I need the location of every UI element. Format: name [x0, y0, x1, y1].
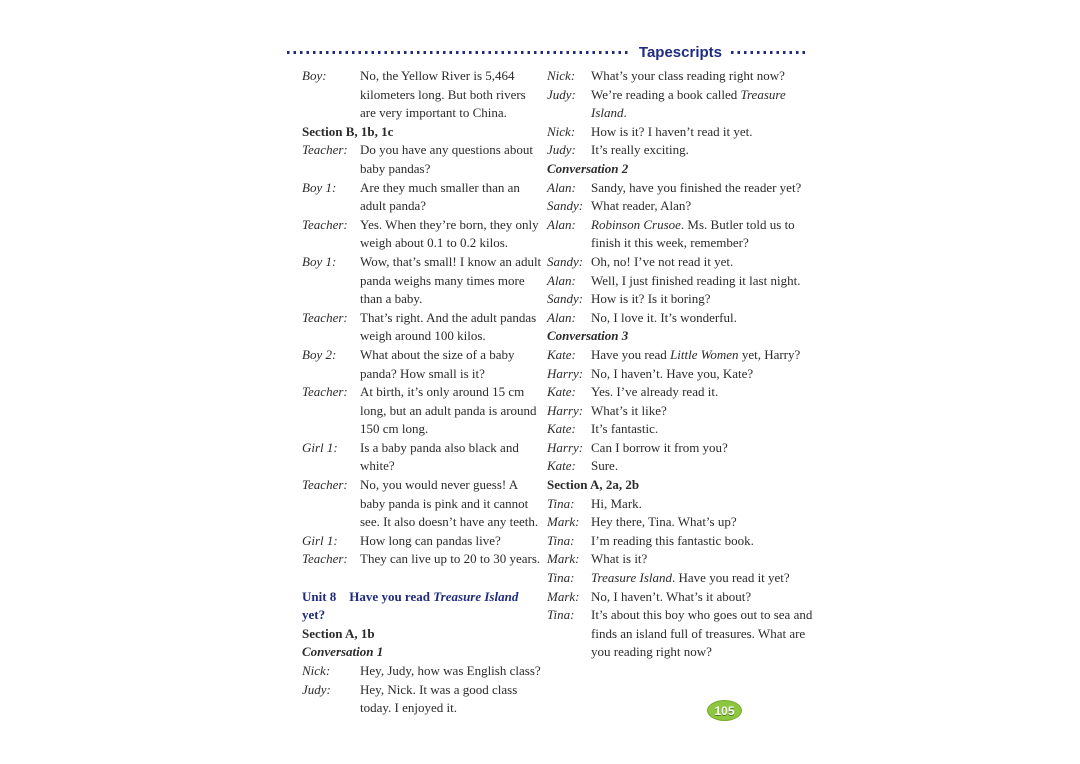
text-segment: No, I haven’t. What’s it about?	[591, 588, 752, 604]
text-segment: . Have you read it yet?	[672, 570, 790, 586]
text-segment: What’s your class reading right now?	[591, 68, 785, 83]
utterance-text	[591, 347, 800, 362]
conversation-heading: Conversation 1	[302, 644, 384, 660]
page-title: Tapescripts	[638, 43, 722, 61]
speaker-label: Nick:	[302, 663, 331, 678]
utterance-text	[591, 570, 790, 585]
dialogue-line	[547, 588, 813, 607]
speaker-label: Kate:	[547, 384, 576, 400]
utterance-text	[591, 440, 728, 455]
text-segment: No, I haven’t. Have you, Kate?	[591, 365, 754, 381]
speaker-label: Boy 1:	[302, 253, 337, 269]
dialogue-line	[302, 383, 542, 439]
text-segment: How long can pandas live?	[360, 532, 501, 548]
dialogue-line	[547, 179, 813, 198]
dialogue-line	[302, 216, 542, 253]
utterance-text	[360, 682, 517, 716]
utterance-text	[591, 533, 754, 548]
text-segment: I’m reading this fantastic book.	[591, 532, 754, 548]
utterance-text	[591, 87, 786, 121]
text-segment: yet?	[302, 607, 326, 623]
header-dotted-rule-right	[731, 51, 805, 54]
speaker-label: Tina:	[547, 532, 575, 548]
dialogue-line	[547, 383, 813, 402]
text-segment: Is a baby panda also black and white?	[360, 439, 519, 474]
speaker-label: Teacher:	[302, 384, 348, 400]
speaker-label: Judy:	[547, 142, 576, 158]
text-segment: . Ms. Butler told us to finish it this week, remember?	[591, 216, 795, 251]
speaker-label: Judy:	[547, 86, 576, 102]
utterance-text	[591, 180, 801, 195]
book-title-italic: Treasure Island	[433, 588, 519, 604]
section-heading: Section A, 2a, 2b	[547, 477, 640, 493]
utterance-text	[591, 403, 667, 418]
utterance-text	[591, 589, 751, 604]
speaker-label: Boy 1:	[302, 179, 337, 195]
tapescript-column-left	[302, 67, 542, 718]
text-segment: Hey there, Tina. What’s up?	[591, 514, 737, 530]
speaker-label: Harry:	[547, 365, 584, 381]
book-title-italic: Little Women	[670, 346, 739, 362]
utterance-text	[591, 68, 785, 83]
conversation-heading: Conversation 3	[547, 328, 629, 344]
utterance-text	[360, 384, 537, 436]
speaker-label: Nick:	[547, 123, 576, 139]
speaker-label: Judy:	[302, 681, 331, 697]
text-segment: No, the Yellow River is 5,464 kilometers long. But both rivers are very important to China.	[360, 68, 526, 121]
dialogue-line	[547, 532, 813, 551]
unit-heading	[302, 588, 542, 625]
dialogue-line	[302, 681, 542, 718]
text-segment: Wow, that’s small! I know an adult panda weighs many times more than a baby.	[360, 253, 542, 307]
tapescript-column-right	[547, 67, 813, 662]
text-segment: Have you read	[591, 346, 671, 362]
utterance-text	[360, 254, 541, 306]
utterance-text	[591, 496, 642, 511]
text-segment: Hey, Nick. It was a good class today. I enjoyed it.	[360, 681, 518, 716]
text-segment: That’s right. And the adult pandas weigh around 100 kilos.	[360, 309, 537, 344]
speaker-label: Boy:	[302, 68, 327, 83]
text-segment: Are they much smaller than an adult panda?	[360, 179, 520, 214]
speaker-label: Teacher:	[302, 551, 348, 567]
text-segment: yet, Harry?	[738, 346, 801, 362]
utterance-text	[591, 291, 711, 306]
dialogue-line	[302, 67, 542, 123]
speaker-label: Tina:	[547, 607, 575, 623]
utterance-text	[591, 514, 737, 529]
utterance-text	[591, 198, 691, 213]
utterance-text	[360, 551, 540, 566]
utterance-text	[360, 310, 536, 344]
text-segment: Oh, no! I’ve not read it yet.	[591, 253, 734, 269]
text-segment: Sure.	[591, 458, 619, 474]
dialogue-line	[302, 253, 542, 309]
dialogue-line	[547, 197, 813, 216]
book-title-italic: Treasure Island	[591, 570, 673, 586]
dialogue-line	[547, 402, 813, 421]
utterance-text	[360, 663, 541, 678]
text-segment: Unit 8 Have you read	[302, 588, 434, 604]
speaker-label: Alan:	[547, 272, 576, 288]
dialogue-line	[547, 606, 813, 662]
speaker-label: Boy 2:	[302, 346, 337, 362]
dialogue-line	[302, 309, 542, 346]
dialogue-line	[547, 86, 813, 123]
text-segment: Well, I just finished reading it last night.	[591, 272, 801, 288]
dialogue-line	[547, 272, 813, 291]
utterance-text	[360, 440, 519, 474]
dialogue-line	[302, 439, 542, 476]
text-segment: Do you have any questions about baby pandas?	[360, 142, 533, 176]
dialogue-line	[302, 476, 542, 532]
utterance-text	[591, 384, 718, 399]
utterance-text	[360, 142, 533, 176]
dialogue-line	[547, 309, 813, 328]
speaker-label: Mark:	[547, 551, 580, 567]
section-heading: Section B, 1b, 1c	[302, 123, 394, 139]
text-segment: Sandy, have you finished the reader yet?	[591, 179, 802, 195]
speaker-label: Kate:	[547, 421, 576, 437]
speaker-label: Harry:	[547, 439, 584, 455]
dialogue-line	[547, 253, 813, 272]
utterance-text	[591, 421, 658, 436]
speaker-label: Sandy:	[547, 291, 584, 307]
dialogue-line	[547, 67, 813, 86]
text-segment: It’s fantastic.	[591, 421, 659, 437]
book-title-italic: Treasure Island	[591, 86, 786, 121]
text-segment: Yes. When they’re born, they only weigh about 0.1 to 0.2 kilos.	[360, 216, 539, 251]
speaker-label: Teacher:	[302, 142, 348, 158]
dialogue-line	[547, 550, 813, 569]
text-segment: We’re reading a book called	[591, 86, 741, 102]
speaker-label: Teacher:	[302, 216, 348, 232]
text-segment: What reader, Alan?	[591, 198, 692, 214]
speaker-label: Alan:	[547, 309, 576, 325]
text-segment: What is it?	[591, 551, 648, 567]
speaker-label: Girl 1:	[302, 439, 338, 455]
dialogue-line	[547, 290, 813, 309]
speaker-label: Alan:	[547, 216, 576, 232]
dialogue-line	[547, 346, 813, 365]
utterance-text	[591, 254, 733, 269]
dialogue-line	[547, 495, 813, 514]
speaker-label: Sandy:	[547, 253, 584, 269]
utterance-text	[360, 180, 520, 214]
dialogue-line	[547, 123, 813, 142]
text-segment: It’s really exciting.	[591, 142, 689, 158]
utterance-text	[360, 217, 539, 251]
text-segment: Hi, Mark.	[591, 495, 642, 511]
text-segment: No, you would never guess! A baby panda is pink and it cannot see. It also doesn’t have any teeth.	[360, 477, 539, 530]
utterance-text	[360, 347, 515, 381]
utterance-text	[591, 607, 812, 659]
speaker-label: Teacher:	[302, 309, 348, 325]
text-segment: Yes. I’ve already read it.	[591, 384, 719, 400]
dialogue-line	[302, 179, 542, 216]
tapescripts-header	[287, 44, 805, 60]
text-segment: What about the size of a baby panda? How small is it?	[360, 346, 515, 381]
dialogue-line	[547, 141, 813, 160]
conversation-heading: Conversation 2	[547, 160, 629, 176]
utterance-text	[591, 124, 753, 139]
header-dotted-rule-left	[287, 51, 630, 54]
text-segment: .	[623, 105, 627, 121]
speaker-label: Girl 1:	[302, 532, 338, 548]
dialogue-line	[547, 569, 813, 588]
speaker-label: Kate:	[547, 458, 576, 474]
speaker-label: Sandy:	[547, 198, 584, 214]
speaker-label: Mark:	[547, 588, 580, 604]
text-segment: No, I love it. It’s wonderful.	[591, 309, 737, 325]
text-segment: Can I borrow it from you?	[591, 439, 728, 455]
dialogue-line	[302, 550, 542, 569]
text-segment: What’s it like?	[591, 402, 667, 418]
section-heading: Section A, 1b	[302, 625, 375, 641]
utterance-text	[591, 551, 647, 566]
utterance-text	[360, 533, 501, 548]
speaker-label: Harry:	[547, 402, 584, 418]
utterance-text	[591, 458, 618, 473]
text-segment: They can live up to 20 to 30 years.	[360, 551, 541, 567]
dialogue-line	[547, 439, 813, 458]
utterance-text	[591, 273, 800, 288]
speaker-label: Tina:	[547, 495, 575, 511]
speaker-label: Kate:	[547, 346, 576, 362]
dialogue-line	[547, 457, 813, 476]
text-segment: It’s about this boy who goes out to sea and finds an island full of treasures. What are you reading right now?	[591, 607, 813, 660]
text-segment: How is it? I haven’t read it yet.	[591, 123, 753, 139]
speaker-label: Teacher:	[302, 477, 348, 493]
speaker-label: Alan:	[547, 179, 576, 195]
dialogue-line	[302, 532, 542, 551]
dialogue-line	[547, 216, 813, 253]
speaker-label: Tina:	[547, 570, 575, 586]
utterance-text	[591, 310, 737, 325]
dialogue-line	[302, 662, 542, 681]
dialogue-line	[302, 346, 542, 383]
dialogue-line	[547, 513, 813, 532]
utterance-text	[360, 68, 526, 120]
dialogue-line	[547, 365, 813, 384]
page-number-badge	[707, 700, 742, 721]
text-segment: How is it? Is it boring?	[591, 291, 711, 307]
utterance-text	[591, 366, 753, 381]
book-title-italic: Robinson Crusoe	[591, 216, 681, 232]
dialogue-line	[547, 420, 813, 439]
utterance-text	[360, 477, 538, 529]
text-segment: Hey, Judy, how was English class?	[360, 663, 541, 678]
speaker-label: Nick:	[547, 68, 576, 83]
page-number: 105	[714, 703, 735, 718]
text-segment: At birth, it’s only around 15 cm long, but an adult panda is around 150 cm long.	[360, 384, 537, 437]
dialogue-line	[302, 141, 542, 178]
utterance-text	[591, 217, 795, 251]
speaker-label: Mark:	[547, 514, 580, 530]
utterance-text	[591, 142, 689, 157]
